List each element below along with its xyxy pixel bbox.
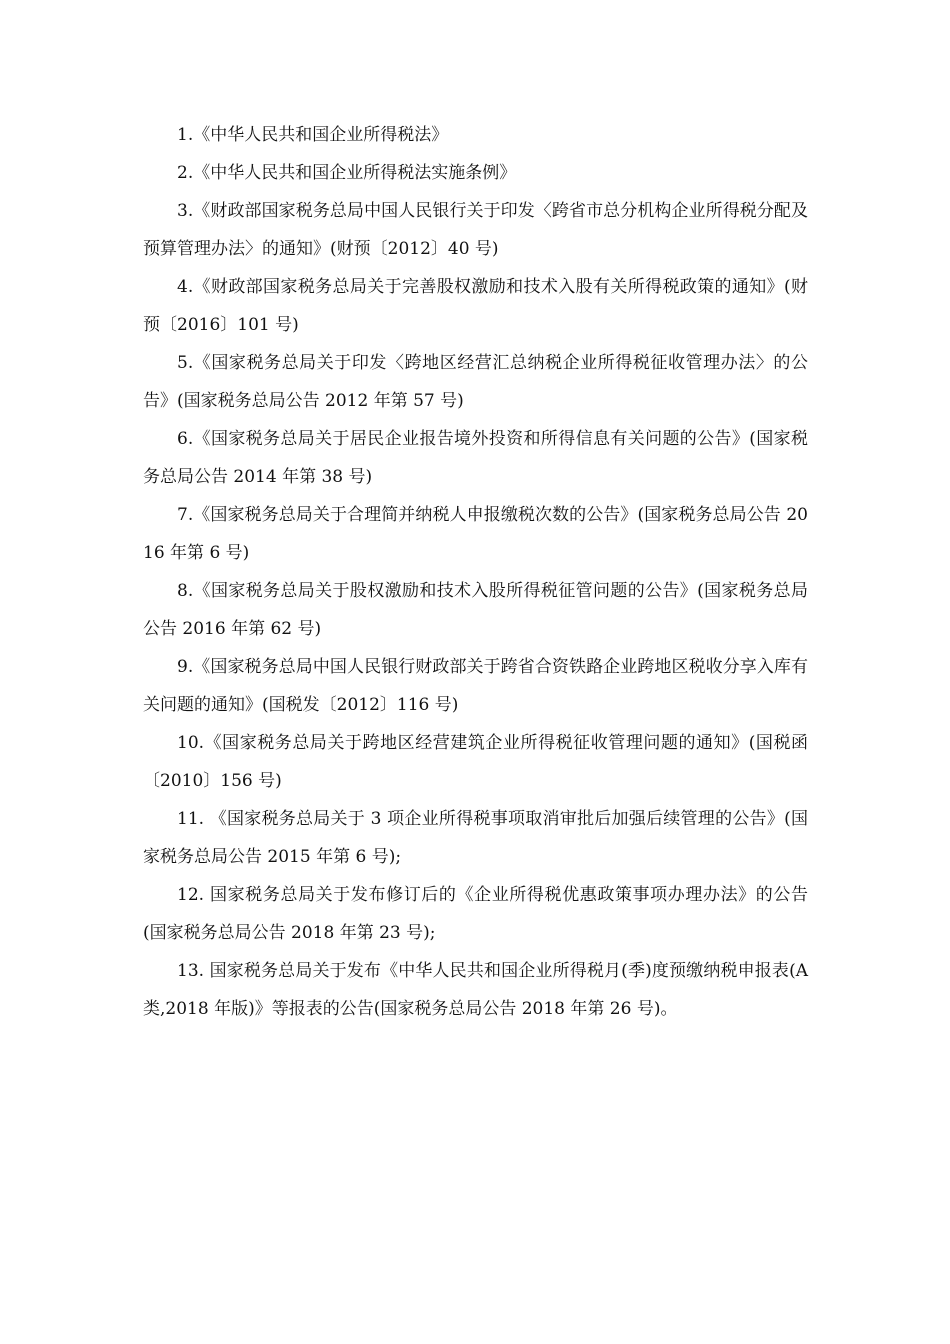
list-item: 13. 国家税务总局关于发布《中华人民共和国企业所得税月(季)度预缴纳税申报表(A 类,2018 年版)》等报表的公告(国家税务总局公告 2018 年第 26 号)。 [143, 961, 808, 1019]
list-item: 10.《国家税务总局关于跨地区经营建筑企业所得税征收管理问题的通知》(国税函〔2010〕156 号) [143, 733, 808, 791]
list-item: 3.《财政部国家税务总局中国人民银行关于印发〈跨省市总分机构企业所得税分配及预算管理办法〉的通知》(财预〔2012〕40 号) [143, 201, 808, 259]
list-item: 1.《中华人民共和国企业所得税法》 [177, 125, 449, 145]
list-item: 11. 《国家税务总局关于 3 项企业所得税事项取消审批后加强后续管理的公告》(国家税务总局公告 2015 年第 6 号); [143, 809, 808, 867]
list-item: 8.《国家税务总局关于股权激励和技术入股所得税征管问题的公告》(国家税务总局公告 2016 年第 62 号) [143, 581, 808, 639]
list-item: 5.《国家税务总局关于印发〈跨地区经营汇总纳税企业所得税征收管理办法〉的公告》(国家税务总局公告 2012 年第 57 号) [143, 353, 808, 411]
list-item: 6.《国家税务总局关于居民企业报告境外投资和所得信息有关问题的公告》(国家税务总局公告 2014 年第 38 号) [143, 429, 808, 487]
list-item: 9.《国家税务总局中国人民银行财政部关于跨省合资铁路企业跨地区税收分享入库有关问题的通知》(国税发〔2012〕116 号) [143, 657, 808, 715]
list-item: 7.《国家税务总局关于合理简并纳税人申报缴税次数的公告》(国家税务总局公告 2016 年第 6 号) [143, 505, 808, 563]
list-item: 2.《中华人民共和国企业所得税法实施条例》 [177, 163, 517, 183]
document-body [143, 116, 808, 1028]
list-item: 4.《财政部国家税务总局关于完善股权激励和技术入股有关所得税政策的通知》(财预〔2016〕101 号) [143, 277, 808, 335]
list-item: 12. 国家税务总局关于发布修订后的《企业所得税优惠政策事项办理办法》的公告(国家税务总局公告 2018 年第 23 号); [143, 885, 808, 943]
